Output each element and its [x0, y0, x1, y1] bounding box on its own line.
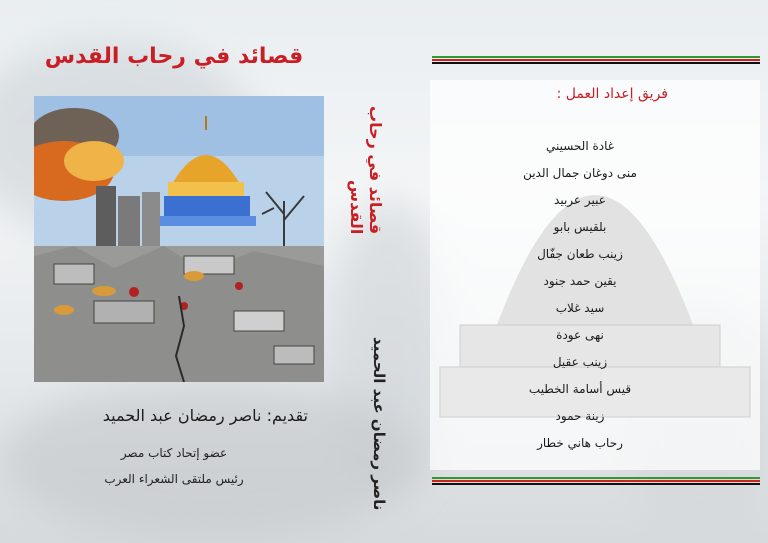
team-member-name: قيس أسامة الخطيب: [528, 382, 632, 396]
team-member-name: نهى عودة: [556, 328, 604, 342]
team-member-name: زينة حمود: [555, 409, 605, 423]
team-names-list: [480, 133, 680, 457]
front-cover-title: قصائد في رحاب القدس: [44, 44, 304, 69]
top-flag-stripes: [432, 56, 760, 65]
cover-painting: [34, 96, 324, 382]
team-member-name: زينب عقيل: [552, 355, 608, 369]
introduction-credit: تقديم: ناصر رمضان عبد الحميد: [102, 406, 308, 425]
team-heading: فريق إعداد العمل :: [556, 86, 668, 102]
team-member-name: منى دوغان جمال الدين: [523, 166, 637, 180]
team-member-name: غادة الحسيني: [545, 139, 615, 153]
team-member-name: عبير عربيد: [554, 193, 606, 207]
bottom-flag-stripes: [432, 477, 760, 486]
team-member-name: رحاب هاني خطار: [537, 436, 623, 450]
spine-author: ناصر رمضان عبد الحميد: [370, 336, 388, 510]
credit-affiliation-2: رئيس ملتقى الشعراء العرب: [104, 472, 244, 486]
team-member-name: زينب طعان جفّال: [537, 247, 623, 261]
team-member-name: يقين حمد جنود: [543, 274, 617, 288]
spine-title: قصائد في رحاب القدس: [347, 105, 385, 234]
dome-of-the-rock-painting: [34, 96, 324, 382]
team-member-name: سيد غلاب: [555, 301, 605, 315]
team-member-name: بلقيس بابو: [553, 220, 607, 234]
credit-affiliation-1: عضو إتحاد كتاب مصر: [120, 446, 228, 460]
